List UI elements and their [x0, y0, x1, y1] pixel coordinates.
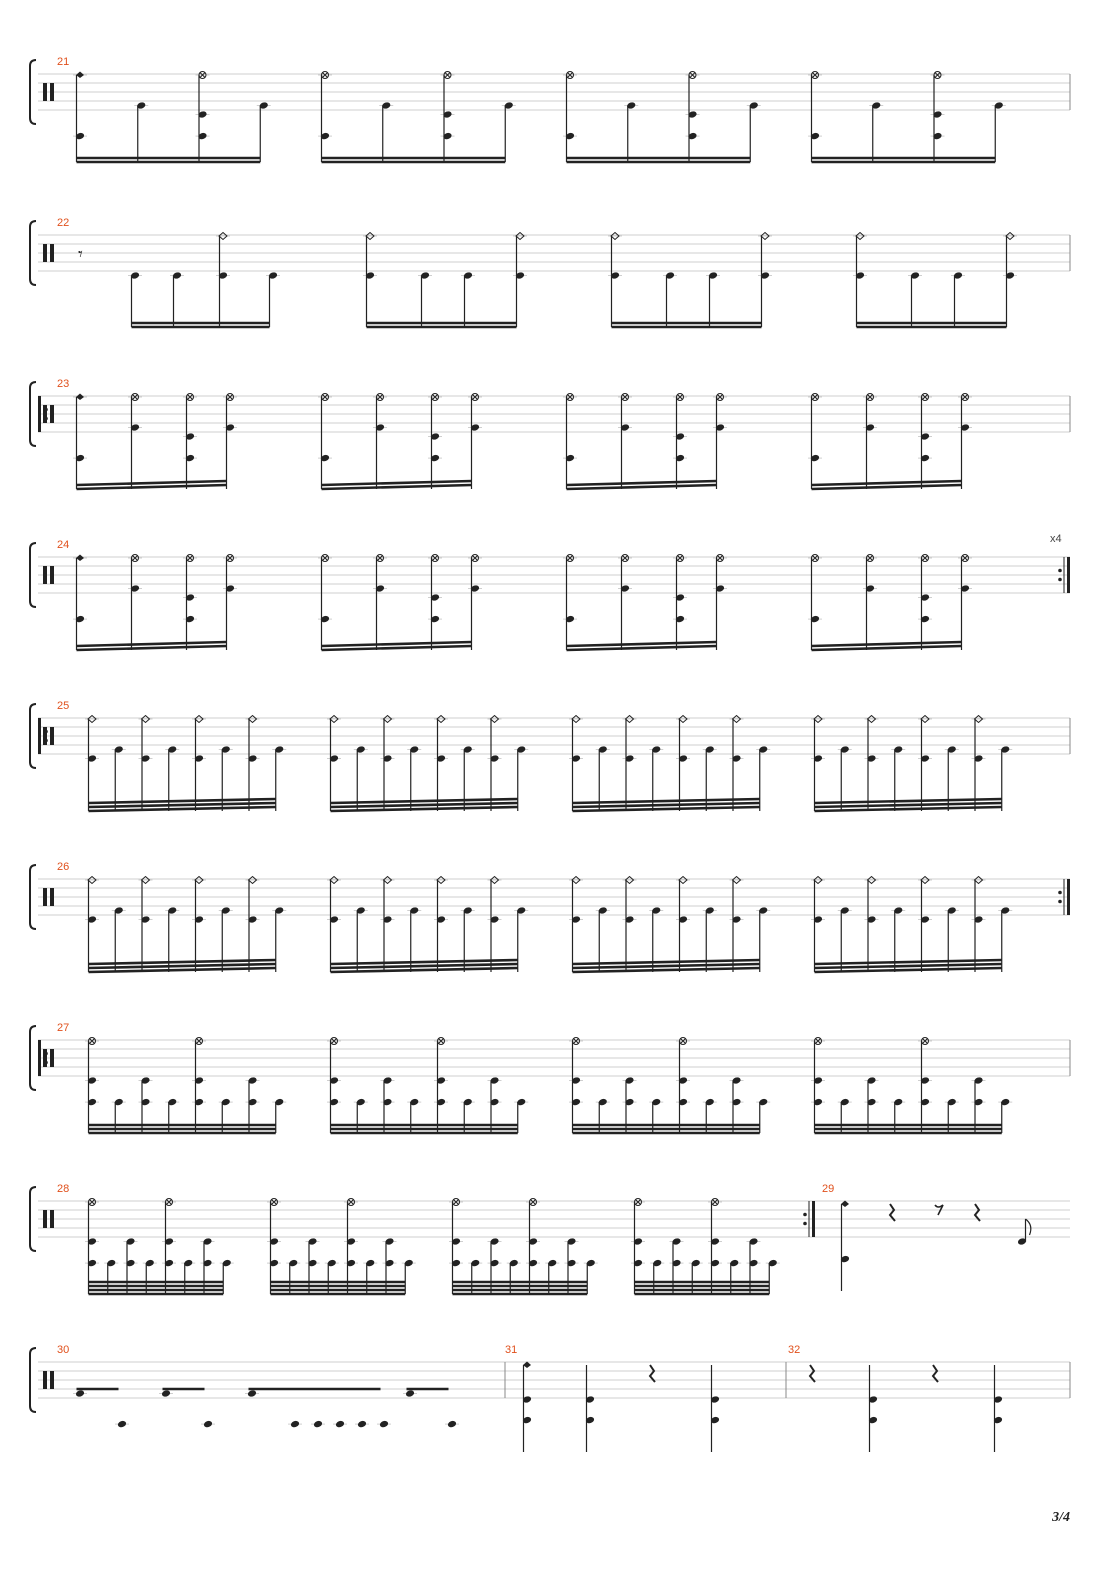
- system-bracket: [30, 865, 36, 929]
- measure-number: 32: [788, 1344, 801, 1356]
- percussion-clef: [50, 888, 54, 906]
- system-bracket: [30, 221, 36, 285]
- repeat-dot: [1058, 891, 1062, 895]
- accent-cymbal-head: [76, 72, 84, 79]
- percussion-clef: [50, 727, 54, 745]
- system-bracket: [30, 1026, 36, 1090]
- measure-number: 23: [57, 378, 70, 390]
- note-head: [247, 1389, 257, 1398]
- system-bracket: [30, 60, 36, 124]
- measure-number: 29: [822, 1183, 835, 1195]
- measure-number: 31: [505, 1344, 518, 1356]
- percussion-clef: [43, 1371, 47, 1389]
- eighth-rest: 𝄾: [78, 244, 83, 266]
- percussion-clef: [43, 1210, 47, 1228]
- repeat-dot: [1058, 569, 1062, 573]
- quarter-rest: [933, 1365, 938, 1382]
- percussion-clef: [50, 566, 54, 584]
- system-27: [30, 1022, 1070, 1133]
- system-26: [30, 861, 1070, 972]
- accent-cymbal-head: [76, 555, 84, 562]
- system-bracket: [30, 1348, 36, 1412]
- system-bracket: [30, 704, 36, 768]
- system-22: [30, 217, 1070, 327]
- repeat-dot: [1058, 578, 1062, 582]
- note-head: [117, 1420, 127, 1429]
- measure-number: 28: [57, 1183, 70, 1195]
- note-head: [161, 1389, 171, 1398]
- repeat-dot: [1058, 900, 1062, 904]
- note-head: [313, 1420, 323, 1429]
- note-head: [379, 1420, 389, 1429]
- repeat-dot: [803, 1213, 807, 1217]
- percussion-clef: [50, 83, 54, 101]
- measure-number: 22: [57, 217, 70, 229]
- note-head: [75, 1389, 85, 1398]
- repeat-dot: [44, 739, 48, 743]
- measure-number: 26: [57, 861, 70, 873]
- system-21: [30, 56, 1070, 162]
- repeat-end-thick: [1067, 557, 1070, 593]
- measure-number: 30: [57, 1344, 70, 1356]
- repeat-dot: [44, 417, 48, 421]
- percussion-clef: [43, 1049, 47, 1067]
- repeat-dot: [44, 408, 48, 412]
- note-head: [335, 1420, 345, 1429]
- percussion-clef: [50, 1371, 54, 1389]
- quarter-rest: [890, 1204, 895, 1221]
- repeat-dot: [44, 1061, 48, 1065]
- percussion-clef: [50, 244, 54, 262]
- percussion-clef: [50, 1049, 54, 1067]
- note-head: [405, 1389, 415, 1398]
- repeat-dot: [44, 730, 48, 734]
- measure-number: 25: [57, 700, 70, 712]
- system-23: [30, 378, 1070, 489]
- measure-number: 24: [57, 539, 70, 551]
- percussion-clef: [43, 566, 47, 584]
- note-flag: [1026, 1219, 1031, 1235]
- percussion-clef: [43, 727, 47, 745]
- repeat-start-thick: [38, 396, 41, 432]
- note-head: [447, 1420, 457, 1429]
- repeat-dot: [44, 1052, 48, 1056]
- percussion-clef: [43, 83, 47, 101]
- percussion-clef: [50, 405, 54, 423]
- repeat-start-thick: [38, 718, 41, 754]
- percussion-clef: [50, 1210, 54, 1228]
- system-24: [30, 533, 1070, 650]
- note-head: [357, 1420, 367, 1429]
- page-number: 3/4: [1052, 1510, 1070, 1525]
- system-28: [30, 1183, 1070, 1294]
- system-bracket: [30, 1187, 36, 1251]
- quarter-rest: [975, 1204, 980, 1221]
- repeat-start-thick: [38, 1040, 41, 1076]
- system-bracket: [30, 382, 36, 446]
- measure-number: 27: [57, 1022, 70, 1034]
- system-bracket: [30, 543, 36, 607]
- percussion-clef: [43, 244, 47, 262]
- system-30: [30, 1344, 1070, 1452]
- quarter-rest: [810, 1365, 815, 1382]
- accent-cymbal-head: [76, 394, 84, 401]
- measure-number: 21: [57, 56, 70, 68]
- system-25: [30, 700, 1070, 811]
- percussion-clef: [43, 405, 47, 423]
- percussion-clef: [43, 888, 47, 906]
- quarter-rest: [650, 1365, 655, 1382]
- note-head: [290, 1420, 300, 1429]
- note-head: [203, 1420, 213, 1429]
- repeat-end-thick: [812, 1201, 815, 1237]
- repeat-end-thick: [1067, 879, 1070, 915]
- repeat-dot: [803, 1222, 807, 1226]
- repeat-count: x4: [1050, 533, 1062, 545]
